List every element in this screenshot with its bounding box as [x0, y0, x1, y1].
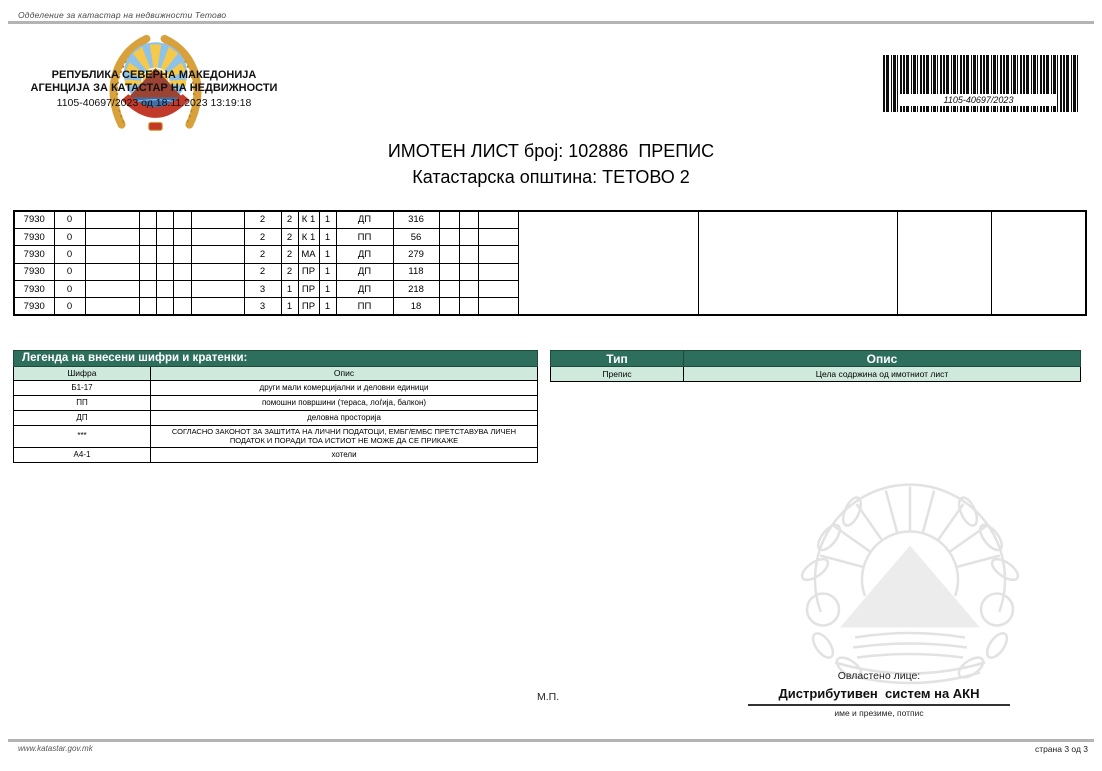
parcel-cell: 2	[244, 211, 281, 228]
parcel-cell: ДП	[336, 263, 393, 280]
parcel-cell	[139, 263, 156, 280]
legend-row	[14, 411, 538, 426]
legend-desc: други мали комерцијални и деловни единици	[151, 381, 538, 396]
parcel-cell: 2	[281, 211, 298, 228]
legend-desc: СОГЛАСНО ЗАКОНОТ ЗА ЗАШТИТА НА ЛИЧНИ ПОДАТОЦИ, ЕМБГ/ЕМБС ПРЕТСТАВУВА ЛИЧЕН ПОДАТОК И ПОРАДИ ТОА ИСТИОТ НЕ МОЖЕ ДА СЕ ПРИКАЖЕ	[151, 426, 538, 448]
parcel-cell	[191, 263, 244, 280]
parcel-cell	[85, 228, 139, 245]
legend-title: Легенда на внесени шифри и кратенки:	[14, 351, 538, 367]
signature-caption: име и презиме, потпис	[834, 708, 924, 718]
legend-row	[14, 381, 538, 396]
office-header: Одделение за катастар на недвижности Тетово	[18, 10, 227, 20]
parcel-cell: 18	[393, 298, 439, 315]
legend-desc: деловна просторија	[151, 411, 538, 426]
parcel-cell: 2	[281, 228, 298, 245]
type-col-desc: Опис	[684, 351, 1081, 367]
legend-code: ДП	[14, 411, 151, 426]
parcel-cell: 2	[244, 228, 281, 245]
parcel-cell	[139, 211, 156, 228]
parcel-cell	[459, 281, 478, 298]
parcel-cell: 0	[54, 246, 85, 263]
parcel-cell: ДП	[336, 246, 393, 263]
legend-row	[14, 396, 538, 411]
parcel-cell	[173, 298, 191, 315]
legend-code: ПП	[14, 396, 151, 411]
parcel-cell: 1	[319, 281, 336, 298]
legend-col-desc: Опис	[151, 367, 538, 381]
legend-code: ***	[14, 426, 151, 448]
parcel-cell: К 1	[298, 211, 319, 228]
type-desc: Цела содржина од имотниот лист	[684, 367, 1081, 382]
parcel-cell	[439, 228, 459, 245]
parcel-cell	[191, 281, 244, 298]
parcel-empty-span-cell	[698, 211, 897, 315]
parcel-empty-span-cell	[991, 211, 1086, 315]
parcel-cell	[459, 263, 478, 280]
parcel-cell: 0	[54, 281, 85, 298]
parcel-cell: ПП	[336, 228, 393, 245]
parcel-cell: 0	[54, 211, 85, 228]
parcel-cell: ПР	[298, 298, 319, 315]
type-table	[550, 350, 1081, 382]
parcel-cell: МА	[298, 246, 319, 263]
stamp-placeholder: М.П.	[537, 691, 560, 703]
parcel-cell	[478, 298, 518, 315]
parcel-cell	[173, 281, 191, 298]
parcel-cell: 316	[393, 211, 439, 228]
parcel-cell	[478, 211, 518, 228]
parcel-cell: ПР	[298, 263, 319, 280]
signature-block	[748, 670, 1010, 718]
legend-col-code: Шифра	[14, 367, 151, 381]
parcel-cell	[439, 211, 459, 228]
parcel-cell	[173, 228, 191, 245]
parcel-cell: 1	[319, 228, 336, 245]
parcel-cell	[191, 246, 244, 263]
type-col-type: Тип	[551, 351, 684, 367]
parcel-empty-span-cell	[897, 211, 991, 315]
coat-of-arms-watermark-icon	[785, 455, 1035, 695]
agency-name: АГЕНЦИЈА ЗА КАТАСТАР НА НЕДВИЖНОСТИ	[30, 82, 278, 94]
parcel-cell: 0	[54, 298, 85, 315]
parcel-cell	[156, 211, 173, 228]
legend-table	[13, 350, 538, 463]
parcel-cell: 7930	[14, 263, 54, 280]
legend-code: Б1-17	[14, 381, 151, 396]
top-divider	[8, 21, 1094, 24]
legend-row	[14, 447, 538, 462]
parcel-cell	[156, 263, 173, 280]
parcel-cell: ДП	[336, 281, 393, 298]
legend-code: А4-1	[14, 447, 151, 462]
parcel-cell: 7930	[14, 298, 54, 315]
parcel-cell	[439, 246, 459, 263]
document-title	[0, 141, 1102, 188]
parcel-cell: 0	[54, 263, 85, 280]
parcel-cell	[478, 228, 518, 245]
parcel-cell	[459, 246, 478, 263]
type-row	[551, 367, 1081, 382]
parcel-cell: 2	[244, 246, 281, 263]
parcel-cell: 2	[244, 263, 281, 280]
parcel-cell: 7930	[14, 211, 54, 228]
authorized-person-label: Овластено лице:	[837, 670, 921, 682]
parcel-cell	[459, 298, 478, 315]
parcel-row	[14, 211, 1086, 228]
parcel-cell: 279	[393, 246, 439, 263]
parcel-cell: 218	[393, 281, 439, 298]
parcel-cell	[191, 228, 244, 245]
parcel-cell	[439, 298, 459, 315]
page-number: страна 3 од 3	[1034, 744, 1088, 754]
parcel-cell	[173, 263, 191, 280]
parcel-cell	[85, 298, 139, 315]
parcel-cell: ДП	[336, 211, 393, 228]
parcel-cell: 0	[54, 228, 85, 245]
parcel-cell: К 1	[298, 228, 319, 245]
parcel-cell: 56	[393, 228, 439, 245]
parcel-cell: 1	[281, 298, 298, 315]
parcel-cell	[439, 263, 459, 280]
parcel-cell: 2	[281, 263, 298, 280]
parcel-cell: 1	[319, 246, 336, 263]
footer-divider	[8, 739, 1094, 742]
barcode-label: 1105-40697/2023	[900, 94, 1057, 106]
parcel-cell	[139, 298, 156, 315]
title-property-list: ИМОТЕН ЛИСТ број: 102886 ПРЕПИС	[387, 141, 715, 161]
parcel-empty-span-cell	[518, 211, 698, 315]
parcel-cell	[85, 211, 139, 228]
parcel-cell	[173, 211, 191, 228]
parcel-cell	[191, 298, 244, 315]
parcel-cell: 3	[244, 298, 281, 315]
country-name: РЕПУБЛИКА СЕВЕРНА МАКЕДОНИЈА	[51, 69, 257, 81]
parcel-cell	[478, 246, 518, 263]
legend-row	[14, 426, 538, 448]
legend-desc: помошни површини (тераса, лоѓија, балкон)	[151, 396, 538, 411]
parcel-cell	[478, 263, 518, 280]
parcel-cell	[173, 246, 191, 263]
parcel-cell	[156, 228, 173, 245]
parcel-cell: 2	[281, 246, 298, 263]
authorized-person-name: Дистрибутивен систем на АКН	[748, 686, 1010, 706]
parcel-cell	[139, 246, 156, 263]
parcel-cell	[85, 246, 139, 263]
parcel-cell: 1	[319, 263, 336, 280]
parcel-cell	[439, 281, 459, 298]
parcel-cell: 7930	[14, 228, 54, 245]
parcel-cell	[478, 281, 518, 298]
barcode	[883, 55, 1080, 112]
parcel-cell	[85, 263, 139, 280]
parcel-cell	[139, 281, 156, 298]
title-cadastre-municipality: Катастарска општина: ТЕТОВО 2	[412, 167, 690, 187]
legend-desc: хотели	[151, 447, 538, 462]
document-number-line: 1105-40697/2023 од 18.11.2023 13:19:18	[56, 97, 252, 109]
parcel-cell	[156, 246, 173, 263]
parcel-cell	[139, 228, 156, 245]
type-value: Препис	[551, 367, 684, 382]
parcel-cell: 7930	[14, 281, 54, 298]
parcel-cell: 1	[319, 298, 336, 315]
parcel-cell	[156, 298, 173, 315]
parcel-cell	[459, 211, 478, 228]
parcel-cell: ПП	[336, 298, 393, 315]
parcel-cell: 1	[319, 211, 336, 228]
parcel-table	[13, 210, 1087, 316]
parcel-cell: 118	[393, 263, 439, 280]
parcel-cell	[191, 211, 244, 228]
parcel-cell	[156, 281, 173, 298]
parcel-cell: 3	[244, 281, 281, 298]
footer-website: www.katastar.gov.mk	[18, 744, 93, 753]
parcel-cell	[459, 228, 478, 245]
parcel-cell: 7930	[14, 246, 54, 263]
parcel-cell: 1	[281, 281, 298, 298]
parcel-cell: ПР	[298, 281, 319, 298]
parcel-cell	[85, 281, 139, 298]
